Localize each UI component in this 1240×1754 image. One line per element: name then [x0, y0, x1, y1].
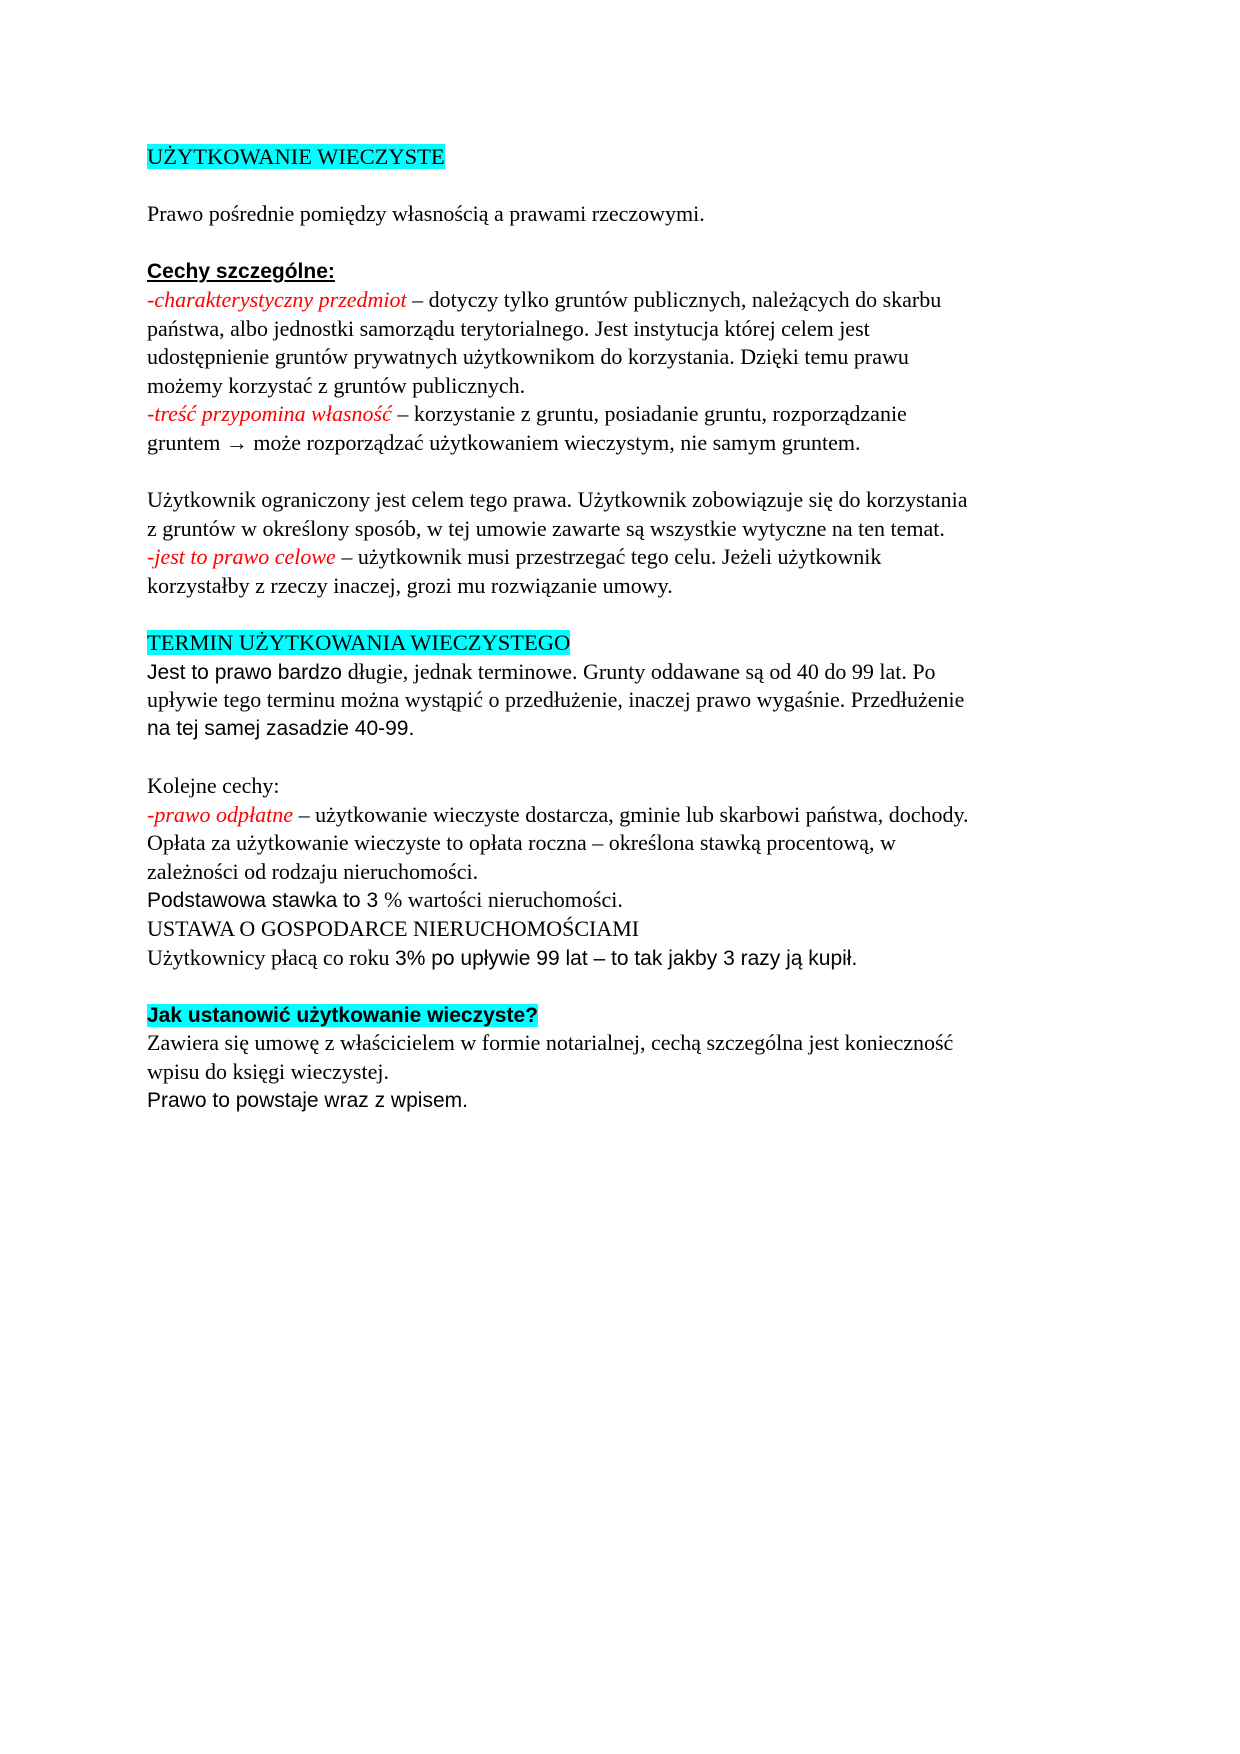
- more-line-3: zależności od rodzaju nieruchomości.: [147, 858, 479, 884]
- more-line-4: [147, 886, 1097, 915]
- termin-line-2: upływie tego terminu można wystąpić o przedłużenie, inaczej prawo wygaśnie. Przedłużenie: [147, 687, 965, 713]
- feature-1-text: – dotyczy tylko gruntów publicznych, należących do skarbu: [406, 286, 942, 312]
- more-line-6-b: 3% po upływie 99 lat – to tak jakby: [395, 946, 724, 970]
- more-line-5: USTAWA O GOSPODARCE NIERUCHOMOŚCIAMI: [147, 916, 640, 942]
- spacer: [147, 458, 1097, 487]
- termin-line-1: [147, 658, 1097, 687]
- user-line-1: Użytkownik ograniczony jest celem tego prawa. Użytkownik zobowiązuje się do korzystania: [147, 487, 968, 513]
- features-heading-line: [147, 257, 1097, 286]
- feature-1-term: -charakterystyczny przedmiot: [147, 286, 407, 312]
- more-line-6-a: Użytkownicy płacą co roku: [147, 944, 396, 970]
- feature-2-line-2: gruntem → może rozporządzać użytkowaniem wieczystym, nie samym gruntem.: [147, 429, 861, 455]
- features-heading: Cechy szczególne:: [147, 260, 335, 284]
- user-line-4: korzystałby z rzeczy inaczej, grozi mu rozwiązanie umowy.: [147, 572, 673, 598]
- termin-line-3: na tej samej zasadzie 40-99.: [147, 716, 415, 740]
- how-heading-line: [147, 1001, 1097, 1030]
- feature-1-line: [147, 286, 1097, 315]
- more-line-4-b: % wartości nieruchomości.: [383, 887, 623, 913]
- page-title: UŻYTKOWANIE WIECZYSTE: [147, 144, 445, 169]
- termin-heading: TERMIN UŻYTKOWANIA WIECZYSTEGO: [147, 630, 571, 656]
- more-line-4-a: Podstawowa stawka to 3: [147, 889, 384, 913]
- spacer: [147, 972, 1097, 1001]
- termin-line-1-b: długie, jednak terminowe. Grunty oddawane są od 40 do 99 lat. Po: [347, 658, 936, 684]
- document-body: [147, 143, 1097, 1115]
- more-heading: Kolejne cechy:: [147, 773, 280, 799]
- feature-1-line-3: udostępnienie gruntów prywatnych użytkownikom do korzystania. Dzięki temu prawu: [147, 344, 909, 370]
- spacer: [147, 172, 1097, 201]
- spacer: [147, 229, 1097, 258]
- intro-text: Prawo pośrednie pomiędzy własnością a prawami rzeczowymi.: [147, 201, 705, 227]
- more-line-1: [147, 801, 1097, 830]
- termin-line-1-a: Jest to prawo bardzo: [147, 660, 348, 684]
- user-line-2: z gruntów w określony sposób, w tej umowie zawarte są wszystkie wytyczne na ten temat.: [147, 515, 945, 541]
- spacer: [147, 601, 1097, 630]
- more-line-1-text: – użytkowanie wieczyste dostarcza, gminie lub skarbowi państwa, dochody.: [293, 801, 969, 827]
- spacer: [147, 743, 1097, 772]
- title-line: [147, 143, 1097, 172]
- user-line-3: [147, 543, 1097, 572]
- feature-2-line: [147, 400, 1097, 429]
- termin-heading-line: [147, 629, 1097, 658]
- feature-2-term: -treść przypomina własność: [147, 401, 392, 427]
- feature-1-line-4: możemy korzystać z gruntów publicznych.: [147, 372, 526, 398]
- feature-1-line-2: państwa, albo jednostki samorządu terytorialnego. Jest instytucja której celem jest: [147, 315, 870, 341]
- more-line-2: Opłata za użytkowanie wieczyste to opłata roczna – określona stawką procentową, w: [147, 830, 896, 856]
- how-line-1: Zawiera się umowę z właścicielem w formie notarialnej, cechą szczególna jest konieczność: [147, 1030, 954, 1056]
- more-line-6: [147, 944, 1097, 973]
- how-heading: Jak ustanowić użytkowanie wieczyste?: [147, 1003, 538, 1027]
- more-line-6-c: 3 razy ją kupił.: [723, 946, 858, 970]
- how-line-3: Prawo to powstaje wraz z wpisem.: [147, 1088, 468, 1112]
- more-term: -prawo odpłatne: [147, 801, 294, 827]
- user-line-3-text: – użytkownik musi przestrzegać tego celu. Jeżeli użytkownik: [335, 544, 882, 570]
- how-line-2: wpisu do księgi wieczystej.: [147, 1059, 389, 1084]
- user-term: -jest to prawo celowe: [147, 544, 336, 570]
- feature-2-text: – korzystanie z gruntu, posiadanie gruntu, rozporządzanie: [391, 401, 907, 427]
